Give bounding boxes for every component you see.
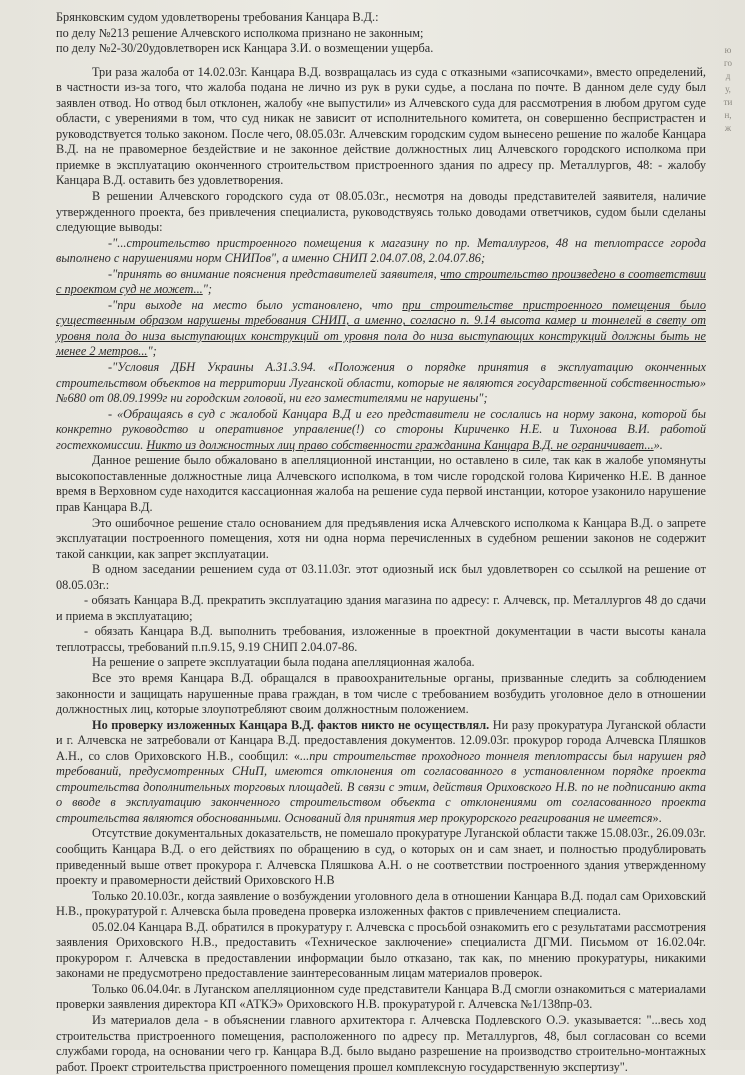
list-item: - обязать Канцара В.Д. прекратить эксплуатацию здания магазина по адресу: г. Алчевск, пр. Металлургов 48 до сдачи и приема в эксплуатацию;	[56, 593, 706, 623]
quote	[56, 298, 706, 360]
paragraph: Из материалов дела - в объяснении главного архитектора г. Алчевска Подлевского О.Э. указывается: "...весь ход строительства пристроенного помещения, расположенного по адресу пр. Металлургов, 48, был согласован со всеми службами города, на основании чего гр. Канцара В.Д. было выдано разрешение на производство строительно-монтажных работ. Проект строительства пристроенного помещения прошел комплексную государственную экспертизу".	[56, 1013, 706, 1074]
paragraph: Данное решение было обжаловано в апелляционной инстанции, но оставлено в силе, так как в жалобе упомянуты высокопоставленные должностные лица Алчевского исполкома, в том числе городской голова Кириченко Н.Е. В данное время в Верховном суде находится кассационная жалоба на решение суда первой инстанции, которое узаконило нарушение прав Канцара В.Д.	[56, 453, 706, 514]
quote	[56, 267, 706, 298]
quote-underlined: при строительстве пристроенного помещения было существенным образом нарушены требования СНИП, а именно, согласно п. 9.14 высота камер и тоннелей в свету от уровня пола до низа выступающих конструкций от уровня пола до низа выступающих конструкций должны быть не менее 2 метров...	[56, 297, 706, 359]
paragraph: На решение о запрете эксплуатации была подана апелляционная жалоба.	[92, 655, 475, 670]
quote-text: -"Условия ДБН Украины А.З1.3.94. «Положения о порядке принятия в эксплуатацию оконченных строительством объектов на территории Луганской области, которые не являются государственной собственностью» №680 от 08.09.1999г ни городским головой, ни его заместителями не нарушены";	[56, 360, 706, 406]
paragraph-text: ».	[652, 810, 662, 825]
paragraph: Это ошибочное решение стало основанием для предъявления иска Алчевского исполкома к Канцара В.Д. о запрете эксплуатации построенного помещения, хотя ни одна норма перечисленных в судебном решении законов не содержит такой санкции, как запрет эксплуатации.	[56, 515, 706, 561]
quote	[56, 360, 706, 407]
margin-note: го	[724, 58, 732, 68]
paragraph	[56, 718, 706, 827]
margin-note: у,	[725, 84, 731, 94]
margin-notes	[716, 44, 740, 135]
paragraph: Только 06.04.04г. в Луганском апелляционном суде представители Канцара В.Д смогли ознакомиться с материалами проверки заявления директора КП «АТКЭ» Ориховского Н.В. прокуратурой г. Алчевска №1/138пр-03.	[56, 981, 706, 1012]
paragraph-text: Ни разу прокуратура Луганской области и г. Алчевска не затребовали от Канцара В.Д. предоставления документов. 12.09.03г. прокурор города Алчевска Пляшков А.Н., со слов Ориховского Н.В., сообщил: «	[56, 717, 706, 763]
margin-note: д	[725, 71, 731, 81]
paragraph: 05.02.04 Канцара В.Д. обратился в прокуратуру г. Алчевска с просьбой ознакомить его с результатами рассмотрения заявления Ориховского Н.В., предоставить «Техническое заключение» специалиста ДГМИ. Письмом от 16.02.04г. прокурором г. Алчевска в предоставлении информации было отказано, так как, по мнению прокуратуры, никакими законами не предусмотрено предоставление заинтересованным лицам материалов проверок.	[56, 919, 706, 981]
quote-text: -"...строительство пристроенного помещения к магазину по пр. Металлургов, 48 на теплотрассе города выполнено с нарушениями норм СНИПов", а именно СНИП 2.04.07.08, 2.04.07.86;	[56, 235, 706, 266]
paragraph: Три раза жалоба от 14.02.03г. Канцара В.Д. возвращалась из суда с отказными «записочками», вместо определений, в частности из-за того, что жалоба подана не лично из рук в руки судье, а послана по почте. В данном деле суду был заявлен отвод. Но отвод был отклонен, жалобу «не выпустили» из Алчевского суда для рассмотрения в любом другом суде области, с уверениями в том, что суд никак не зависит от исполнительного комитета, он совершенно беспристрастен и руководствуется только законом. После чего, 08.05.03г. Алчевским городским судом вынесено решение по жалобе Канцара В.Д. на не правомерное бездействие и не законное действие должностных лиц Алчевского городского исполкома при приемке в эксплуатацию оконченного строительством пристроенного здания по адресу пр. Металлургов, 48: - жалобу Канцара В.Д. оставить без удовлетворения.	[56, 64, 706, 188]
bold-statement: Но проверку изложенных Канцара В.Д. фактов никто не осуществлял.	[92, 717, 490, 732]
quote-text: - «Обращаясь в суд с жалобой Канцара В.Д и его представители не сослались на норму закона, которой бы конкретно руководство и оперативное управление(!) со стороны Кириченко Н.Е. и Тихонова В.И. работой гостехкомиссии.	[56, 406, 706, 452]
margin-note: ти	[723, 97, 733, 107]
paragraph: В одном заседании решением суда от 03.11.03г. этот одиозный иск был удовлетворен со ссылкой на решение от 08.05.03г.:	[56, 562, 706, 592]
quote	[56, 236, 706, 267]
quoted-italic: ...при строительстве проходного тоннеля теплотрассы был нарушен ряд требований, предусмотренных СНиП, имеются отклонения от согласованного в установленном порядке проекта строительства дополнительных торговых площадей. В связи с этим, действия Ориховского Н.В. по не подписанию акта о вводе в эксплуатацию законченного строительством объекта с отклонениями от согласованного проекта строительства являются обоснованными. Оснований для принятия мер прокурорского реагирования не имеется	[56, 748, 706, 825]
quote-text: ».	[653, 437, 663, 452]
quote-text: ";	[147, 344, 157, 359]
header-line: Брянковским судом удовлетворены требования Канцара В.Д.:	[56, 10, 379, 24]
paragraph: В решении Алчевского городского суда от 08.05.03г., несмотря на доводы представителей заявителя, наличие утвержденного проекта, без привлечения специалиста, руководствуясь только доводами ответчиков, судом были сделаны следующие выводы:	[56, 189, 706, 235]
paragraph: Все это время Канцара В.Д. обращался в правоохранительные органы, призванные следить за соблюдением законности и защищать нарушенные права граждан, в том числе с требованием возбудить уголовное дело в отношении должностных лиц, которые злоупотребляют своим должностным положением.	[56, 670, 706, 717]
paragraph: Отсутствие документальных доказательств, не помешало прокуратуре Луганской области также 15.08.03г., 26.09.03г. сообщить Канцара В.Д. о его действиях по обращению в суд, о которых он и сам знает, и полностью продублировать приведенный выше ответ прокурора г. Алчевска Пляшкова А.Н. о не соответствии построенного здания утвержденному проекту и правомерности действий Ориховского Н.В	[56, 826, 707, 888]
document-body	[56, 10, 706, 1075]
margin-note: н,	[724, 110, 732, 120]
quote-text: ";	[202, 282, 213, 297]
quote-underlined: Никто из должностных лиц право собственности гражданина Канцара В.Д. не ограничивает...	[146, 437, 654, 452]
header-line: по делу №2-30/20удовлетворен иск Канцара З.И. о возмещении ущерба.	[56, 41, 434, 56]
quote-text: -"принять во внимание пояснения представителей заявителя,	[108, 266, 441, 281]
list-item: - обязать Канцара В.Д. выполнить требования, изложенные в проектной документации в части высоты канала теплотрассы, требований п.п.9.15, 9.19 СНИП 2.04.07-86.	[56, 624, 706, 654]
margin-note: ж	[724, 123, 732, 133]
margin-note: ю	[724, 45, 732, 55]
quote	[56, 407, 706, 454]
header-line: по делу №213 решение Алчевского исполкома признано не законным;	[56, 25, 424, 40]
quote-underlined: что строительство произведено в соответствии с проектом суд не может...	[56, 266, 706, 297]
paragraph: Только 20.10.03г., когда заявление о возбуждении уголовного дела в отношении Канцара В.Д. подал сам Ориховский Н.В., прокуратурой г. Алчевска была проведена проверка изложенных фактов с привлечением специалиста.	[56, 888, 706, 919]
quote-text: -"при выходе на место было установлено, что	[108, 297, 403, 312]
